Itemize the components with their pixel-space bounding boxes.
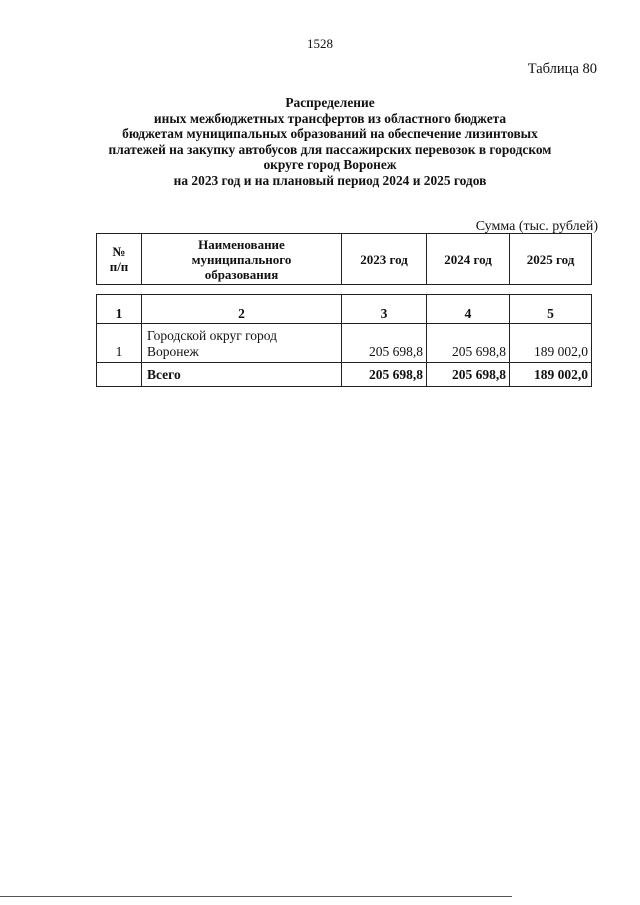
table-row <box>97 324 592 363</box>
title-line: платежей на закупку автобусов для пассажирских перевозок в городском <box>108 141 552 157</box>
column-index: 1 <box>97 295 142 324</box>
total-label: Всего <box>142 363 342 387</box>
table-label: Таблица 80 <box>527 61 597 77</box>
page-number: 1528 <box>307 36 333 51</box>
page-bottom-rule <box>0 896 512 897</box>
units-label: Сумма (тыс. рублей) <box>475 219 598 234</box>
header-2025: 2025 год <box>510 234 592 285</box>
header-row <box>97 234 592 285</box>
title-line: бюджетам муниципальных образований на обеспечение лизинтовых <box>122 126 538 142</box>
value-2024: 205 698,8 <box>427 324 510 363</box>
value-2023: 205 698,8 <box>342 324 427 363</box>
title-line: на 2023 год и на плановый период 2024 и 2025 годов <box>173 172 487 188</box>
column-index: 3 <box>342 295 427 324</box>
table-header <box>96 233 592 285</box>
municipality-name: Городской округ город Воронеж <box>142 324 342 363</box>
column-index: 5 <box>510 295 592 324</box>
total-row <box>97 363 592 387</box>
table-body <box>96 294 592 387</box>
header-num: № п/п <box>97 234 142 285</box>
document-title <box>40 95 620 189</box>
title-line: Распределение <box>285 95 375 110</box>
row-number: 1 <box>97 324 142 363</box>
header-2023: 2023 год <box>342 234 427 285</box>
total-2023: 205 698,8 <box>342 363 427 387</box>
total-2025: 189 002,0 <box>510 363 592 387</box>
title-line: округе город Воронеж <box>263 157 397 173</box>
total-num-cell <box>97 363 142 387</box>
column-index: 4 <box>427 295 510 324</box>
title-line: иных межбюджетных трансфертов из областного бюджета <box>153 110 507 126</box>
value-2025: 189 002,0 <box>510 324 592 363</box>
header-2024: 2024 год <box>427 234 510 285</box>
column-index-row <box>97 295 592 324</box>
total-2024: 205 698,8 <box>427 363 510 387</box>
header-name: Наименование муниципального образования <box>142 234 342 285</box>
column-index: 2 <box>142 295 342 324</box>
